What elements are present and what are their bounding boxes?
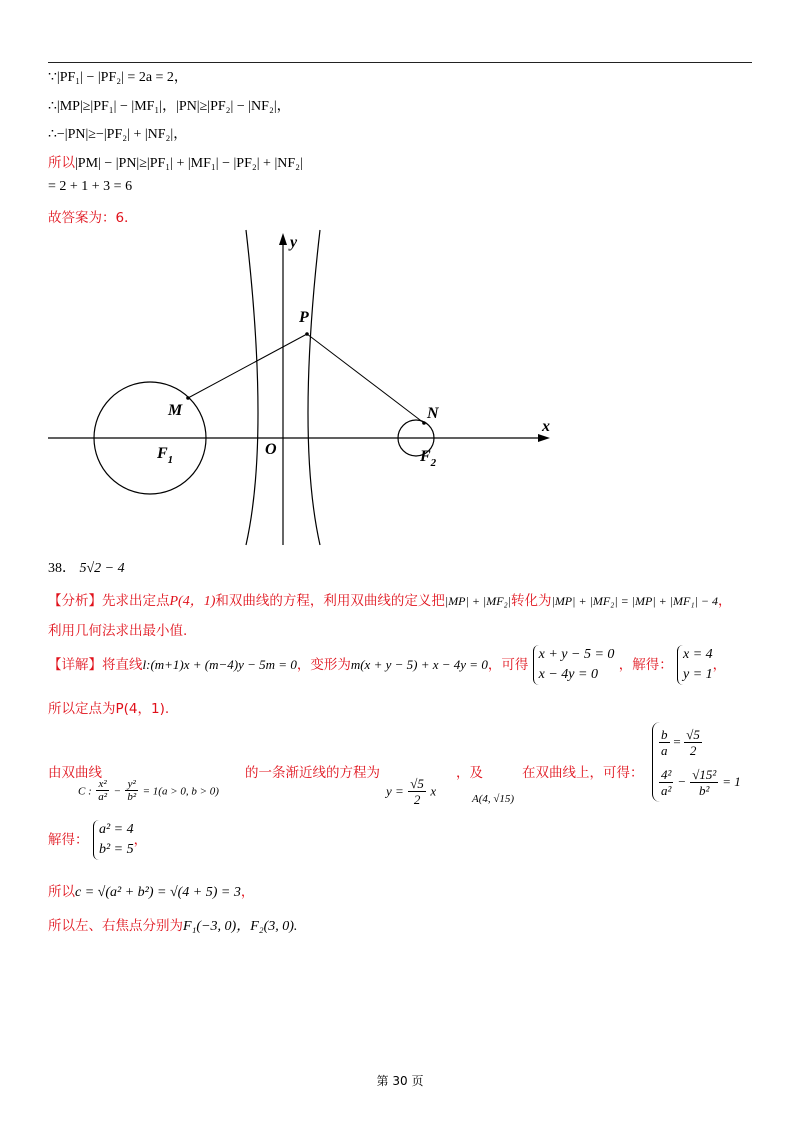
label-f1: [156, 445, 173, 466]
system-4-row-1: a² = 4: [98, 822, 134, 837]
system-3-brace: [652, 722, 741, 802]
sys3-a-num: b: [661, 726, 668, 742]
c-math: c = √(a² + b²) = √(4 + 5) = 3: [75, 885, 241, 900]
page-number: 第 30 页: [376, 1074, 424, 1088]
analysis-math-1: |MP| + |MF₂|: [444, 594, 512, 608]
hyperbola-figure: [40, 225, 560, 550]
problem-answer: 5√2 − 4: [79, 561, 125, 576]
system-2: [677, 645, 713, 685]
fixed-point-line: 所以定点为P(4，1).: [48, 701, 170, 717]
c-prefix: 所以: [48, 884, 75, 900]
sys3-b-den2: b²: [699, 782, 710, 798]
proof-line-1: ∵|PF₁| − |PF₂| = 2a = 2，: [48, 70, 188, 85]
sys3-b-eq: = 1: [722, 774, 741, 789]
foci-prefix: 所以左、右焦点分别为: [48, 918, 183, 934]
hyperbola-left-branch: [246, 230, 258, 545]
hyp-frac-2: [125, 778, 138, 803]
answer-line: 故答案为：6．: [48, 210, 138, 226]
label-f1-letter: F: [157, 445, 168, 462]
sys3-a-eq: =: [672, 734, 682, 749]
system-4-row-2: b² = 5: [98, 842, 134, 857]
asym-x: x: [430, 783, 437, 799]
point-m: [186, 396, 190, 400]
c-line: [48, 880, 254, 901]
sys3-frac-ba: [659, 727, 670, 758]
label-y: y: [290, 234, 298, 251]
asymptote-equation: [386, 776, 436, 807]
solve-end: ，: [133, 832, 148, 848]
hyp-frac-1-num: x²: [96, 778, 109, 791]
analysis-point: P(4，1): [169, 594, 216, 609]
analysis-tag: 【分析】: [48, 593, 102, 609]
proof-line-4: [48, 151, 303, 172]
label-f2: [419, 448, 437, 469]
point-a: A(4, √15): [472, 793, 515, 805]
proof-line-2: ∴|MP|≥|PF₁| − |MF₁|，|PN|≥|PF₂| − |NF₂|，: [48, 99, 291, 114]
hyp-text-1: 由双曲线: [48, 765, 102, 781]
hyp-equation: [78, 778, 219, 803]
analysis-text-3: 转化为: [511, 593, 552, 609]
analysis-text-1: 先求出定点: [102, 593, 170, 609]
system-4: [93, 820, 134, 860]
sys3-b-num2: √15²: [692, 766, 717, 782]
foci-line: [48, 914, 297, 935]
hyp-frac-1-den: a²: [98, 791, 108, 803]
c-end: ，: [240, 884, 255, 900]
hyp-frac-2-den: b²: [127, 791, 137, 803]
asym-y: y =: [386, 783, 404, 799]
sys3-b-num1: 4²: [661, 766, 672, 782]
asym-frac: [408, 776, 426, 807]
so-label: 所以: [48, 155, 75, 171]
problem-38-header: [48, 557, 125, 577]
foci-math: F₁(−3, 0)，F₂(3, 0).: [183, 919, 298, 934]
solve-label: 解得：: [48, 832, 89, 848]
hyp-eq-minus: −: [113, 785, 121, 798]
transformed-equation: m(x + y − 5) + x − 4y = 0: [350, 657, 488, 672]
system-1-row-2: x − 4y = 0: [538, 667, 598, 682]
sys3-frac-4a: [659, 767, 673, 798]
detail-text-5: ，: [712, 657, 727, 673]
system-3-row-2: [659, 762, 741, 802]
detail-text-4: ，解得：: [618, 657, 673, 673]
hyp-text-4: 在双曲线上，可得：: [522, 765, 644, 781]
sys3-a-rnum: √5: [686, 726, 700, 742]
hyp-frac-1: [96, 778, 109, 803]
label-o: O: [265, 441, 277, 458]
detail-text-2: ，变形为: [296, 657, 351, 673]
header-rule: [48, 62, 752, 63]
analysis-line-2: 利用几何法求出最小值.: [48, 623, 188, 639]
sys3-frac-15b: [690, 767, 718, 798]
system-1-row-1: x + y − 5 = 0: [538, 647, 615, 662]
hyp-eq-lhs: C :: [78, 785, 92, 798]
label-x: x: [542, 418, 550, 435]
label-f1-sub: 1: [167, 454, 174, 466]
analysis-text-2: 和双曲线的方程，利用双曲线的定义把: [215, 593, 445, 609]
inequality: |PM| − |PN|≥|PF₁| + |MF₁| − |PF₂| + |NF₂|: [75, 156, 303, 171]
y-axis-arrow-icon: [279, 233, 287, 245]
segment-mp: [188, 334, 307, 398]
hyp-eq-rhs: = 1(a > 0, b > 0): [142, 785, 219, 798]
detail-text-3: ，可得: [487, 657, 529, 673]
label-m: M: [168, 402, 183, 419]
system-3: [652, 722, 741, 802]
asym-frac-num: √5: [410, 776, 424, 791]
detail-text-1: 将直线: [102, 657, 143, 673]
line-equation: l:(m+1)x + (m−4)y − 5m = 0: [142, 657, 297, 672]
system-2-row-1: x = 4: [683, 647, 713, 662]
system-3-row-1: [659, 722, 741, 762]
sys3-b-den1: a²: [661, 782, 672, 798]
hyp-frac-2-num: y²: [125, 778, 138, 791]
label-n: N: [427, 405, 439, 422]
analysis-text-4: ，: [717, 593, 732, 609]
hyp-text-3: ，及: [456, 765, 483, 781]
x-axis-arrow-icon: [538, 434, 550, 442]
asym-frac-den: 2: [413, 792, 421, 807]
detail-tag: 【详解】: [48, 657, 102, 673]
segment-pn: [307, 334, 424, 423]
hyp-text-2: 的一条渐近线的方程为: [245, 765, 380, 781]
system-2-row-2: y = 1: [683, 667, 713, 682]
sys3-a-rden: 2: [689, 742, 697, 758]
solve-line: [48, 820, 147, 860]
sys3-b-minus: −: [677, 774, 687, 789]
label-f2-sub: 2: [430, 457, 437, 469]
system-1: [533, 645, 615, 685]
proof-line-3: ∴−|PN|≥−|PF₂| + |NF₂|，: [48, 127, 188, 142]
point-p: [305, 332, 309, 336]
hyperbola-right-branch: [308, 230, 320, 545]
analysis-math-2: |MP| + |MF₂| = |MP| + |MF₁| − 4: [551, 594, 718, 608]
sys3-a-den: a: [661, 742, 668, 758]
analysis-line-1: [48, 589, 731, 610]
detail-line-1: [48, 645, 726, 685]
label-f2-letter: F: [420, 448, 431, 465]
problem-number: 38．: [48, 561, 76, 576]
proof-line-5: = 2 + 1 + 3 = 6: [48, 179, 133, 194]
point-n: [422, 421, 426, 425]
label-p: P: [299, 309, 309, 326]
sys3-frac-r5: [684, 727, 702, 758]
